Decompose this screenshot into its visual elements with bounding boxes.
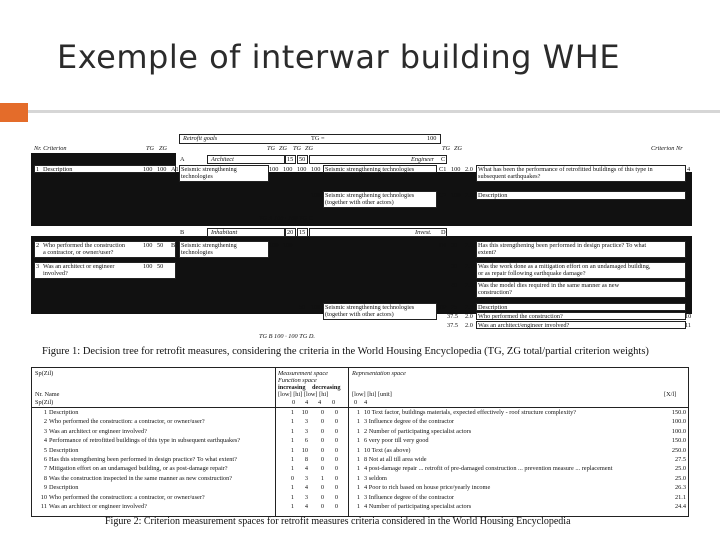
- row1-a: 100: [143, 166, 153, 173]
- num-2: 4: [318, 399, 322, 406]
- cell-e: 1: [356, 446, 360, 454]
- decision-tree-figure: Retrofit goals TG = 100 Nr. Criterion TG ZG TG ZG TG ZG TG ZG Criterion Nr A Architect 15 50 Engineer C 1 Description 100 100 A1 Seismic strengthening technologies 100 100 100 100 Seismic strengthening technologies C1 100 2.0 What has been the performance of retrofitted buildings of this type in subsequent earthquakes? 4 100 Seismic strengthening technologies (together with other actors) C2 100 2.0 Description 5 TG A 100 · 100 TG C B Inhabitant 20 15 Invest. D 2 Who performed the construction a contractor, or owner/user? 100 50 B1 Seismic strengthening technologies 100 100 D1 30 2.0 Has this strengthening been performed in design practice? To what extent? 6 3 Was an architect or engineer involved? 100 50 30 2.1 Was the work done as a mitigation effort on an undamaged building, or as repair following earthquake damage? 7 40 2.0 Was the model dies required in the same manner as new construction? 8 50 100 Seismic strengthening technologies (together with other actors) D2 25 2.0 Description 9 37.5 2.0 Who performed the construction? 10 37.5 2.0 Was an architect/engineer involved? 11 TG B 100 · 100 TG D.: [31, 128, 692, 344]
- cell-b: 3: [304, 418, 308, 426]
- row3-nr: 2: [36, 242, 40, 249]
- cell-name: Was an architect or engineer involved?: [49, 503, 147, 510]
- cell-r: 10 Text factor, buildings materials, expected effectively - roof structure complexity?: [364, 409, 577, 416]
- cell-b: 3: [304, 474, 308, 482]
- cell-e: 1: [356, 427, 360, 435]
- cell-e: 1: [356, 465, 360, 473]
- row5-right-textb: construction?: [478, 289, 512, 296]
- table-row: [32, 437, 688, 444]
- cell-name: Performance of retrofitted buildings of this type in subsequent earthquakes?: [49, 437, 241, 445]
- cell-r: 2 Number of participating specialist actors: [364, 427, 472, 435]
- row1-right-text1b: subsequent earthquakes?: [478, 173, 541, 180]
- row2-mid-textb: (together with other actors): [325, 199, 394, 206]
- row6-right-c: 2.0: [465, 304, 473, 311]
- cell-r: 4 post-damage repair ... retrofit of pre-damaged construction ... prevention measure ... replacement: [364, 465, 613, 473]
- cell-nr: 9: [43, 484, 47, 492]
- cell-e: 1: [356, 409, 360, 416]
- row4-right-textb: or as repair following earthquake damage?: [478, 270, 586, 277]
- cell-d: 0: [334, 474, 338, 482]
- cell-b: 4: [304, 503, 308, 510]
- cell-v: 24.4: [674, 503, 686, 510]
- cell-r: 3 seldom: [364, 474, 387, 482]
- cell-c: 1: [320, 474, 324, 482]
- row2-right-b: 100: [451, 192, 461, 199]
- row8-right-text: Was an architect/engineer involved?: [478, 322, 570, 329]
- header-tg-mid1: TG: [267, 145, 276, 152]
- inhabitant-v1: 20: [287, 229, 294, 236]
- cell-a: 1: [290, 465, 294, 473]
- row5-right-text: Was the model dies required in the same manner as new: [478, 282, 620, 289]
- cell-b: 4: [304, 484, 308, 492]
- architect-label: Architect: [211, 156, 234, 163]
- inhabitant-label: Inhabitant: [211, 229, 238, 236]
- row1-mid-text2: Seismic strengthening technologies: [325, 166, 415, 173]
- row8-right-c: 2.0: [465, 322, 473, 329]
- cell-name: Description: [49, 409, 79, 416]
- row2-right-c: 2.0: [465, 192, 473, 199]
- cell-v: 100.0: [671, 427, 686, 435]
- table-row: [32, 503, 688, 510]
- row3-textb: a contractor, or owner/user?: [43, 249, 114, 256]
- title-accent-bar: [0, 103, 28, 122]
- representation-space-label: Representation space: [352, 370, 406, 377]
- title-divider: [28, 110, 720, 113]
- table-row: [32, 409, 688, 416]
- cell-b: 3: [304, 427, 308, 435]
- cell-v: 25.0: [674, 474, 686, 482]
- row4-right-n: 7: [687, 263, 691, 270]
- architect-v1: 15: [287, 156, 294, 163]
- engineer-c: C: [441, 156, 446, 163]
- cell-c: 0: [320, 493, 324, 501]
- cell-b: 4: [304, 465, 308, 473]
- row3-mid-textb: technologies: [181, 249, 213, 256]
- cell-a: 1: [290, 493, 294, 501]
- cell-c: 0: [320, 503, 324, 510]
- cell-name: Was an architect or engineer involved?: [49, 427, 147, 435]
- cell-nr: 2: [43, 418, 47, 426]
- row6-right-a: 25: [451, 304, 458, 311]
- cell-d: 0: [334, 437, 338, 445]
- row3-c: B1: [171, 242, 179, 249]
- cell-name: Description: [49, 484, 79, 492]
- cell-c: 0: [320, 465, 324, 473]
- header-zg-mid1: ZG: [279, 145, 288, 152]
- row6-mid-c: D2: [439, 304, 447, 311]
- num-3: 0: [332, 399, 336, 406]
- nr-name-header: Nr. Name: [35, 391, 60, 398]
- cell-b: 3: [304, 493, 308, 501]
- header-tg-mid2: TG: [293, 145, 302, 152]
- invest-label: Invest.: [415, 229, 432, 236]
- function-space-label: Function space: [278, 377, 317, 384]
- cell-r: 6 very poor till very good: [364, 437, 429, 445]
- row3-mid-text: Seismic strengthening: [181, 242, 237, 249]
- row3-mid-a: 100: [269, 242, 279, 249]
- row3-right-a: D1: [439, 242, 447, 249]
- row1-text: Description: [43, 166, 73, 173]
- cell-d: 0: [334, 446, 338, 454]
- row1-nr: 1: [36, 166, 40, 173]
- row3-text: Who performed the construction: [43, 242, 126, 249]
- row6-right-text: Description: [478, 304, 508, 311]
- cell-nr: 6: [43, 456, 47, 463]
- cell-nr: 8: [43, 474, 47, 482]
- row2-right-text: Description: [478, 192, 508, 199]
- row3-mid-b: 100: [283, 242, 293, 249]
- cell-b: 10: [301, 446, 308, 454]
- invest-c: D: [441, 229, 446, 236]
- table-row: [32, 465, 688, 472]
- cell-r: 4 Number of participating specialist actors: [364, 503, 472, 510]
- row1-mid-b: 100: [283, 166, 293, 173]
- cell-name: Description: [49, 446, 79, 454]
- row3-b: 50: [157, 242, 164, 249]
- cell-v: 27.5: [674, 456, 686, 463]
- cell-a: 1: [290, 456, 294, 463]
- criterion-table: [31, 367, 689, 517]
- row8-right-n: 11: [685, 322, 692, 329]
- table-row: [32, 475, 688, 482]
- row4-right-a: 30: [451, 263, 458, 270]
- dark-band: [31, 208, 692, 226]
- num-1: 4: [305, 399, 309, 406]
- row6-right-box: [476, 303, 686, 311]
- cell-v: 150.0: [671, 437, 686, 445]
- table-top-left: Sp(Zil): [35, 370, 54, 377]
- cell-a: 1: [290, 446, 294, 454]
- cell-v: 25.0: [674, 465, 686, 473]
- cell-v: 150.0: [671, 409, 686, 416]
- row3-right-n: 6: [687, 242, 691, 249]
- cell-name: Has this strengthening been performed in design practice? To what extent?: [49, 456, 237, 463]
- cell-e: 1: [356, 503, 360, 510]
- row1-mid-c: 100: [297, 166, 307, 173]
- row4-a: 100: [143, 263, 153, 270]
- row1-right-c: 2.0: [465, 166, 473, 173]
- units-label: [low] [hi] [low] [hi]: [278, 391, 329, 398]
- cell-v: 250.0: [671, 446, 686, 454]
- row1-right-n: 4: [687, 166, 691, 173]
- cell-name: Was the construction inspected in the same manner as new construction?: [49, 474, 233, 482]
- row7-right-a: 37.5: [447, 313, 459, 320]
- cell-a: 1: [290, 418, 294, 426]
- cell-v: 26.3: [674, 484, 686, 492]
- row6-mid-textb: (together with other actors): [325, 311, 394, 318]
- row5-right-a: 40: [451, 282, 458, 289]
- retrofit-tg-value: 100: [427, 135, 437, 142]
- row2-right-n: 5: [687, 192, 691, 199]
- tg-b-label: TG B 100 · 100 TG D.: [259, 333, 315, 340]
- row4-nr: 3: [36, 263, 40, 270]
- cell-b: 10: [301, 409, 308, 416]
- row7-right-text: Who performed the construction?: [478, 313, 563, 320]
- row2-mid-text: Seismic strengthening technologies: [325, 192, 415, 199]
- cell-c: 0: [320, 427, 324, 435]
- cell-a: 1: [290, 484, 294, 492]
- cell-name: Who performed the construction: a contractor, or owner/user?: [49, 418, 205, 426]
- cell-a: 1: [290, 409, 294, 416]
- row2-right-box: [476, 191, 686, 200]
- cell-a: 1: [290, 503, 294, 510]
- row1-right-b: 100: [451, 166, 461, 173]
- cell-c: 0: [320, 437, 324, 445]
- table-row: [32, 456, 688, 463]
- row4-right-c: 2.1: [465, 263, 473, 270]
- row-divider: [32, 407, 688, 408]
- row3-right-c: 2.0: [465, 242, 473, 249]
- cell-nr: 7: [43, 465, 47, 473]
- row3-right-b: 30: [451, 242, 458, 249]
- row1-right-a: C1: [439, 166, 447, 173]
- cell-c: 0: [320, 418, 324, 426]
- row8-right-a: 37.5: [447, 322, 459, 329]
- repr-units-label: [low] [hi] [unit]: [352, 391, 392, 398]
- cell-nr: 10: [40, 493, 47, 501]
- cell-d: 0: [334, 493, 338, 501]
- row1-mid-a: 100: [269, 166, 279, 173]
- row4-text: Was an architect or engineer: [43, 263, 115, 270]
- header-zg-mid2: ZG: [305, 145, 314, 152]
- cell-e: 1: [356, 437, 360, 445]
- row5-right-n: 8: [687, 282, 691, 289]
- row2-right-a: C2: [439, 192, 447, 199]
- row3-right-textb: extent?: [478, 249, 497, 256]
- cell-name: Mitigation effort on an undamaged building, or as post-damage repair?: [49, 465, 228, 473]
- cell-v: 21.1: [674, 493, 686, 501]
- cell-r: 3 Influence degree of the contractor: [364, 493, 455, 501]
- row1-mid-text1: Seismic strengthening: [181, 166, 237, 173]
- tg-a-label: TG A 100 · 100 TG C: [259, 215, 313, 222]
- cell-d: 0: [334, 484, 338, 492]
- cell-b: 8: [304, 456, 308, 463]
- cell-d: 0: [334, 427, 338, 435]
- row4-textb: involved?: [43, 270, 68, 277]
- cell-r: 3 Influence degree of the contractor: [364, 418, 455, 426]
- table-row: [32, 447, 688, 454]
- cell-nr: 11: [40, 503, 47, 510]
- row1-mid-d: 100: [311, 166, 321, 173]
- table-row: [32, 428, 688, 435]
- row6-mid-text: Seismic strengthening technologies: [325, 304, 415, 311]
- cell-nr: 1: [43, 409, 47, 416]
- cell-e: 1: [356, 484, 360, 492]
- row1-right-text1: What has been the performance of retrofitted buildings of this type in: [478, 166, 653, 173]
- cell-e: 1: [356, 418, 360, 426]
- cell-a: 0: [290, 474, 294, 482]
- cell-c: 0: [320, 456, 324, 463]
- unit-col-header: [X/l]: [664, 391, 677, 398]
- row7-right-n: 10: [685, 313, 692, 320]
- row1-mid-text1b: technologies: [181, 173, 213, 180]
- cell-c: 0: [320, 409, 324, 416]
- row3-right-text: Has this strengthening been performed in design practice? To what: [478, 242, 647, 249]
- cell-nr: 3: [43, 427, 47, 435]
- cell-b: 6: [304, 437, 308, 445]
- cell-d: 0: [334, 418, 338, 426]
- cell-a: 1: [290, 427, 294, 435]
- measurement-space-label: Measurement space: [278, 370, 328, 377]
- table-row: [32, 484, 688, 491]
- table-row: [32, 494, 688, 501]
- row4-b: 50: [157, 263, 164, 270]
- row6-mid-b: 100: [311, 304, 321, 311]
- row4-right-text: Was the work done as a mitigation effort on an undamaged building,: [478, 263, 651, 270]
- cell-c: 0: [320, 446, 324, 454]
- cell-d: 0: [334, 456, 338, 463]
- row2-mid-a: 100: [311, 192, 321, 199]
- cell-d: 0: [334, 503, 338, 510]
- row5-right-c: 2.0: [465, 282, 473, 289]
- cell-name: Who performed the construction: a contractor, or owner/user?: [49, 493, 205, 501]
- header-zg-right: ZG: [454, 145, 463, 152]
- header-zg-left: ZG: [159, 145, 168, 152]
- header-criterion-right: Criterion Nr: [651, 145, 683, 152]
- figure-1-caption: Figure 1: Decision tree for retrofit measures, considering the criteria in the World Housing Encyclopedia (TG, ZG total/partial criterion weights): [42, 346, 649, 357]
- num-5: 4: [364, 399, 368, 406]
- engineer-label: Engineer: [411, 156, 435, 163]
- cell-r: 10 Text (as above): [364, 446, 411, 454]
- row1-b: 100: [157, 166, 167, 173]
- header-tg-left: TG: [146, 145, 155, 152]
- num-4: 0: [354, 399, 358, 406]
- cell-e: 1: [356, 456, 360, 463]
- cell-nr: 4: [43, 437, 47, 445]
- slide-title: Exemple of interwar building WHE: [57, 38, 621, 76]
- cell-nr: 5: [43, 446, 47, 454]
- cell-r: 4 Poor to rich based on house price/yearly income: [364, 484, 491, 492]
- decreasing-label: decreasing: [312, 384, 341, 391]
- retrofit-goals-label: Retrofit goals: [183, 135, 218, 142]
- cell-c: 0: [320, 484, 324, 492]
- cell-v: 100.0: [671, 418, 686, 426]
- num-0: 0: [292, 399, 296, 406]
- cell-d: 0: [334, 465, 338, 473]
- cell-r: 8 Not at all till area wide: [364, 456, 427, 463]
- row6-mid-a: 50: [299, 304, 306, 311]
- increasing-label: increasing: [278, 384, 306, 391]
- table-row: [32, 418, 688, 425]
- cell-a: 1: [290, 437, 294, 445]
- row6-right-n: 9: [687, 304, 691, 311]
- cell-e: 1: [356, 493, 360, 501]
- cell-d: 0: [334, 409, 338, 416]
- architect-v2: 50: [299, 156, 306, 163]
- retrofit-tg-label: TG =: [311, 135, 325, 142]
- cell-e: 1: [356, 474, 360, 482]
- row7-right-c: 2.0: [465, 313, 473, 320]
- inhabitant-v2: 15: [299, 229, 306, 236]
- row1-c: A1: [171, 166, 179, 173]
- figure-2-caption: Figure 2: Criterion measurement spaces for retrofit measures criteria considered in the World Housing Encyclopedia: [105, 516, 571, 527]
- header-criterion-left: Nr. Criterion: [34, 145, 67, 152]
- header-tg-right: TG: [442, 145, 451, 152]
- row3-a: 100: [143, 242, 153, 249]
- retrofit-goals-box: [179, 134, 441, 144]
- sp-row-label: Sp(Zil): [35, 399, 54, 406]
